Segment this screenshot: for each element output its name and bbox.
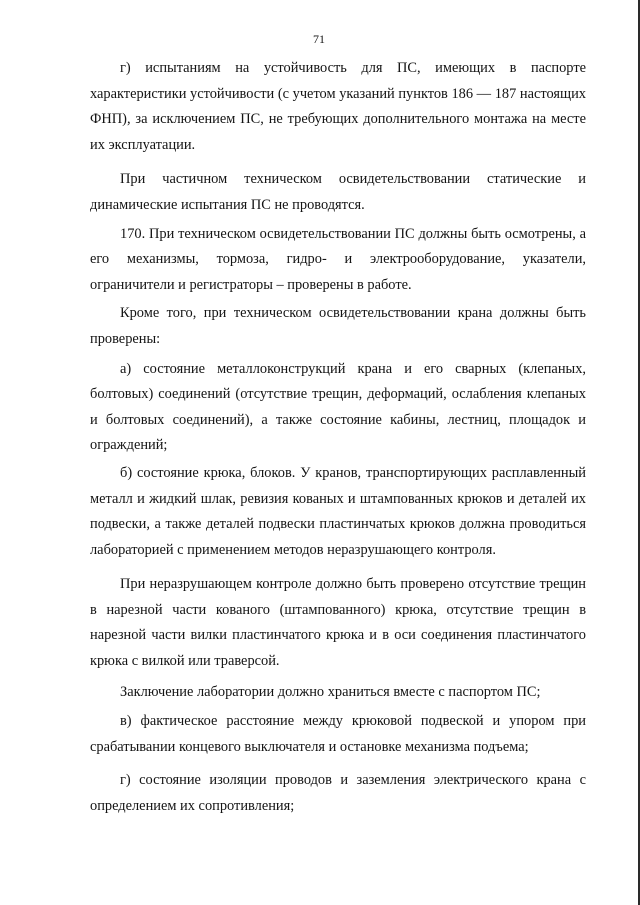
paragraph-item-g-insulation: г) состояние изоляции проводов и заземления электрического крана с определением их сопротивления; xyxy=(90,772,586,815)
document-body xyxy=(90,56,586,820)
paragraph-item-b-hook-blocks: б) состояние крюка, блоков. У кранов, транспортирующих расплавленный металл и жидкий шлак, ревизия кованых и штампованных крюков и деталей их подвески, а также деталей подвески пластинчатых крюков должна проводиться лабораторией с применением методов неразрушающего контроля. xyxy=(90,464,586,558)
paragraph-partial-inspection: При частичном техническом освидетельствовании статические и динамические испытания ПС не проводятся. xyxy=(90,171,586,213)
paragraph-item-v-distance: в) фактическое расстояние между крюковой подвеской и упором при срабатывании концевого выключателя и остановке механизма подъема; xyxy=(90,713,586,755)
paragraph-nondestructive-testing: При неразрушающем контроле должно быть проверено отсутствие трещин в нарезной части кованого (штампованного) крюка, отсутствие трещин в нарезной части вилки пластинчатого крюка и в оси соединения пластинчатого крюка с вилкой или траверсой. xyxy=(90,576,586,670)
page-number: 71 xyxy=(313,32,325,46)
paragraph-clause-170: 170. При техническом освидетельствовании ПС должны быть осмотрены, а его механизмы, тормоза, гидро- и электрооборудование, указатели, ограничители и регистраторы – проверены в работе. xyxy=(90,225,586,293)
paragraph-stability-tests: г) испытаниям на устойчивость для ПС, имеющих в паспорте характеристики устойчивости (с учетом указаний пунктов 186 — 187 настоящих ФНП), за исключением ПС, не требующих дополнительного монтажа на месте их эксплуатации. xyxy=(90,60,586,153)
paragraph-crane-checks-intro: Кроме того, при техническом освидетельствовании крана должны быть проверены: xyxy=(90,305,586,347)
paragraph-item-a-metal-structures: а) состояние металлоконструкций крана и его сварных (клепаных, болтовых) соединений (отсутствие трещин, деформаций, ослабления клепаных и болтовых соединений), а также состояние кабины, лестниц, площадок и ограждений; xyxy=(90,360,586,454)
paragraph-lab-conclusion: Заключение лаборатории должно храниться вместе с паспортом ПС; xyxy=(120,683,541,700)
